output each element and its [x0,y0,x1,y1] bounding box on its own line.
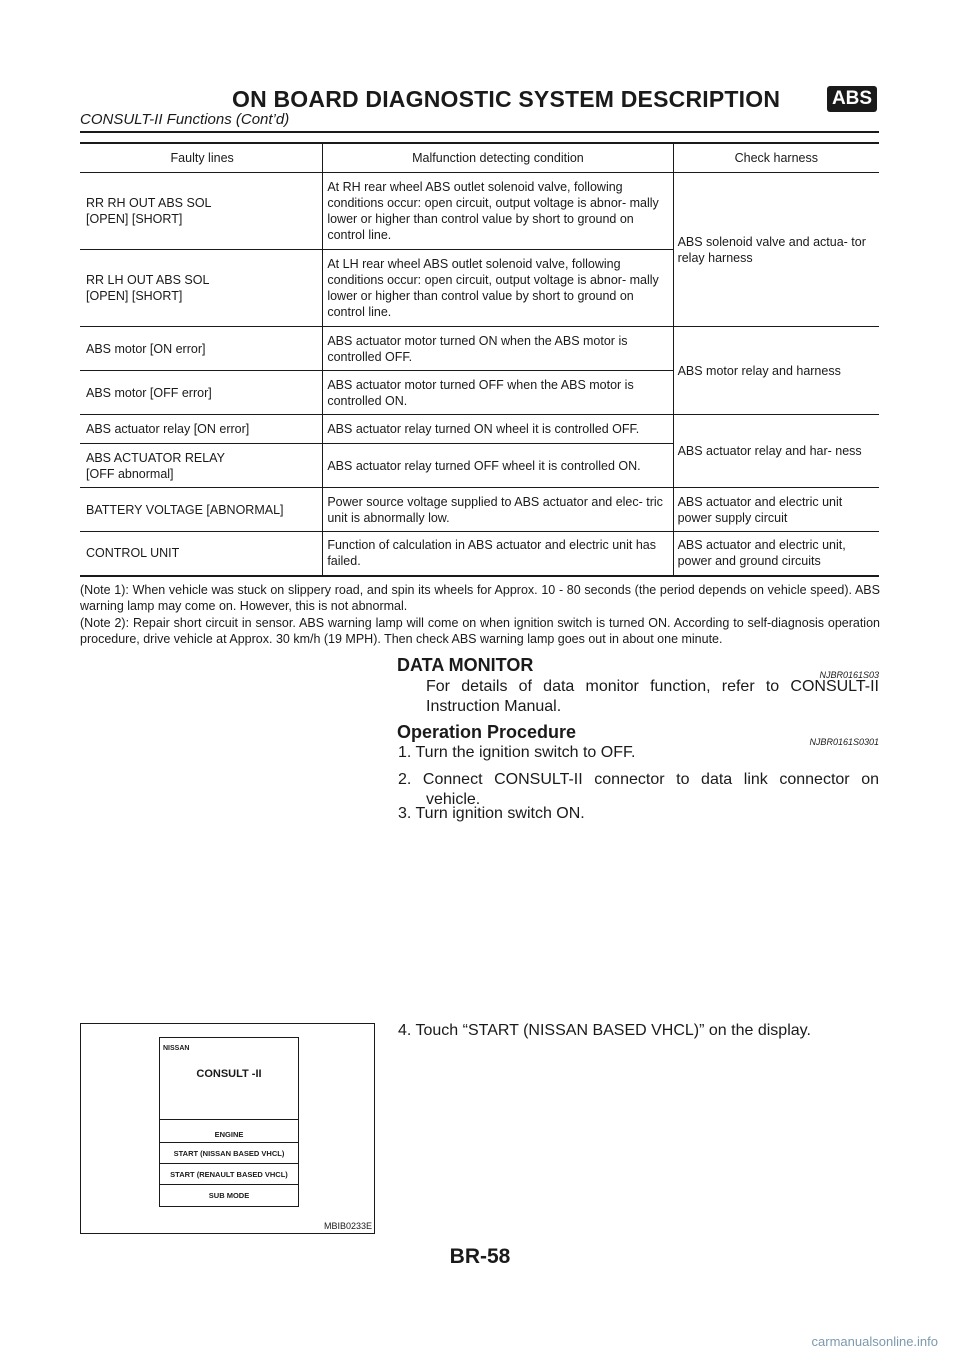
condition-cell: At LH rear wheel ABS outlet solenoid valve, following conditions occur: open circuit, output voltage is abnor- mally lower or higher than control value by short to ground on control line. [323,250,673,327]
section-badge: ABS [827,86,877,112]
condition-cell: ABS actuator motor turned OFF when the ABS motor is controlled ON. [323,371,673,415]
table-row [80,532,879,576]
page-number: BR-58 [449,1245,511,1268]
figure-id: MBIB0233E [323,1221,372,1231]
start-renault-button: START (RENAULT BASED VHCL) [160,1163,298,1185]
step-item: 3. Turn ignition switch ON. [398,805,585,822]
harness-cell: ABS solenoid valve and actua- tor relay harness [673,173,879,327]
table-row [80,488,879,532]
harness-cell: ABS actuator and electric unit power supply circuit [673,488,879,532]
operation-code: NJBR0161S0301 [809,737,879,747]
condition-cell: Function of calculation in ABS actuator and electric unit has failed. [323,532,673,576]
sub-mode-button: SUB MODE [160,1184,298,1207]
consult-screen [159,1037,299,1207]
note-1: (Note 1): When vehicle was stuck on slippery road, and spin its wheels for Approx. 10 - 80 seconds (the period depends on vehicle speed). ABS warning lamp may come on. However, this is not abnormal. [80,583,880,613]
engine-button: ENGINE [160,1119,298,1143]
condition-cell: ABS actuator relay turned ON wheel it is controlled OFF. [323,415,673,444]
column-header: Malfunction detecting condition [323,143,673,173]
data-monitor-heading: DATA MONITOR [397,655,534,675]
condition-cell: ABS actuator relay turned OFF wheel it is controlled ON. [323,444,673,488]
faulty-line-cell: BATTERY VOLTAGE [ABNORMAL] [80,488,323,532]
condition-cell: At RH rear wheel ABS outlet solenoid valve, following conditions occur: open circuit, output voltage is abnor- mally lower or higher than control value by short to ground on control line. [323,173,673,250]
table-header-row [80,143,879,173]
column-header: Check harness [673,143,879,173]
data-monitor-code: NJBR0161S03 [819,670,879,680]
faulty-line-cell: ABS actuator relay [ON error] [80,415,323,444]
column-header: Faulty lines [80,143,323,173]
harness-cell: ABS motor relay and harness [673,327,879,415]
data-monitor-text: For details of data monitor function, refer to CONSULT-II Instruction Manual. [426,678,879,715]
start-nissan-button: START (NISSAN BASED VHCL) [160,1142,298,1164]
faulty-line-cell: RR RH OUT ABS SOL [OPEN] [SHORT] [80,173,323,250]
page-title: ON BOARD DIAGNOSTIC SYSTEM DESCRIPTION [232,86,781,112]
screen-brand: NISSAN [163,1045,190,1052]
table-row [80,327,879,371]
step-item: 1. Turn the ignition switch to OFF. [398,744,636,761]
operation-heading: Operation Procedure [397,722,577,742]
consult-screen-figure [80,1023,375,1234]
faulty-line-cell: CONTROL UNIT [80,532,323,576]
table-row [80,415,879,444]
faulty-line-cell: RR LH OUT ABS SOL [OPEN] [SHORT] [80,250,323,327]
step-item-continued: vehicle. [426,791,481,808]
condition-cell: Power source voltage supplied to ABS actuator and elec- tric unit is abnormally low. [323,488,673,532]
harness-cell: ABS actuator and electric unit, power and ground circuits [673,532,879,576]
faulty-line-cell: ABS motor [OFF error] [80,371,323,415]
page-subtitle: CONSULT-II Functions (Cont’d) [80,111,290,128]
faulty-line-cell: ABS ACTUATOR RELAY [OFF abnormal] [80,444,323,488]
note-2: (Note 2): Repair short circuit in sensor. ABS warning lamp will come on when ignition switch is turned ON. According to self-diagnosis operation procedure, drive vehicle at Approx. 30 km/h (19 MPH). Then check ABS warning lamp goes out in about one minute. [80,616,880,646]
footer-watermark: carmanualsonline.info [811,1334,938,1349]
step-item: 2. Connect CONSULT-II connector to data link connector on [398,771,879,788]
step-item: 4. Touch “START (NISSAN BASED VHCL)” on the display. [398,1022,811,1039]
fault-table [80,142,879,577]
faulty-line-cell: ABS motor [ON error] [80,327,323,371]
table-row [80,173,879,250]
condition-cell: ABS actuator motor turned ON when the ABS motor is controlled OFF. [323,327,673,371]
harness-cell: ABS actuator relay and har- ness [673,415,879,488]
header-rule [80,131,879,133]
screen-title: CONSULT -II [196,1068,262,1080]
